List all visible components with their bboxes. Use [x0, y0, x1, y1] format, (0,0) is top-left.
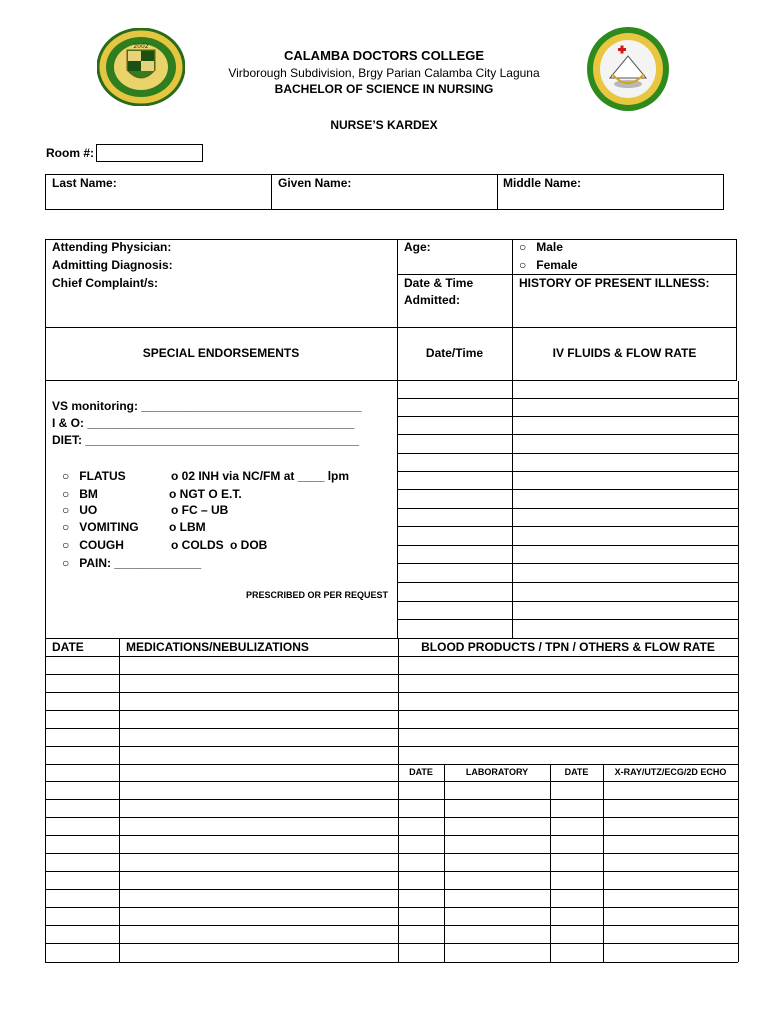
program-title: BACHELOR OF SCIENCE IN NURSING: [274, 82, 494, 96]
female-option[interactable]: ○ Female: [519, 258, 578, 272]
vomiting-option[interactable]: ○ VOMITING: [62, 520, 139, 534]
middle-name-field[interactable]: Middle Name:: [503, 176, 582, 190]
date-time-admitted-label-2: Admitted:: [404, 293, 460, 307]
admitting-diagnosis-label: Admitting Diagnosis:: [52, 258, 173, 272]
dob-option[interactable]: o DOB: [230, 538, 268, 552]
given-name-field[interactable]: Given Name:: [278, 176, 352, 190]
meds-date-header: DATE: [52, 640, 84, 654]
room-input[interactable]: [96, 144, 203, 162]
iv-fluids-heading: IV FLUIDS & FLOW RATE: [552, 346, 697, 360]
form-title: NURSE’S KARDEX: [330, 118, 438, 132]
cough-option[interactable]: ○ COUGH: [62, 538, 124, 552]
age-label: Age:: [404, 240, 431, 254]
college-address: Virborough Subdivision, Brgy Parian Calamba City Laguna: [228, 66, 540, 80]
laboratory-header: LABORATORY: [465, 767, 529, 777]
date-time-heading: Date/Time: [425, 346, 484, 360]
blood-products-header: BLOOD PRODUCTS / TPN / OTHERS & FLOW RATE: [421, 640, 715, 654]
history-label: HISTORY OF PRESENT ILLNESS:: [519, 276, 710, 290]
o2-option[interactable]: o 02 INH via NC/FM at ____ lpm: [171, 469, 350, 483]
male-option[interactable]: ○ Male: [519, 240, 563, 254]
uo-option[interactable]: ○ UO: [62, 503, 98, 517]
diet-line[interactable]: DIET: _________________________________________: [52, 433, 359, 447]
prescribed-note: PRESCRIBED OR PER REQUEST: [246, 590, 389, 600]
lbm-option[interactable]: o LBM: [169, 520, 206, 534]
flatus-option[interactable]: ○ FLATUS: [62, 469, 126, 483]
meds-medications-header: MEDICATIONS/NEBULIZATIONS: [126, 640, 309, 654]
date-time-admitted-label-1: Date & Time: [404, 276, 474, 290]
vs-monitoring-line[interactable]: VS monitoring: _________________________________: [52, 399, 362, 413]
xray-header: X-RAY/UTZ/ECG/2D ECHO: [614, 767, 727, 777]
chief-complaint-label: Chief Complaint/s:: [52, 276, 159, 290]
last-name-field[interactable]: Last Name:: [52, 176, 117, 190]
colds-option[interactable]: o COLDS: [171, 538, 224, 552]
special-endorsements-heading: SPECIAL ENDORSEMENTS: [142, 346, 300, 360]
college-name: CALAMBA DOCTORS COLLEGE: [283, 48, 485, 63]
io-line[interactable]: I & O: ________________________________________: [52, 416, 355, 430]
patient-name-table: [45, 174, 724, 210]
room-label: Room #:: [46, 146, 94, 160]
ngt-option[interactable]: o NGT O E.T.: [169, 487, 242, 501]
attending-physician-label: Attending Physician:: [52, 240, 172, 254]
pain-option[interactable]: ○ PAIN: _____________: [62, 556, 202, 570]
lab-date-header: DATE: [409, 767, 433, 777]
xray-date-header: DATE: [564, 767, 589, 777]
bm-option[interactable]: ○ BM: [62, 487, 98, 501]
svg-text:2002: 2002: [133, 43, 149, 50]
fc-option[interactable]: o FC – UB: [171, 503, 229, 517]
